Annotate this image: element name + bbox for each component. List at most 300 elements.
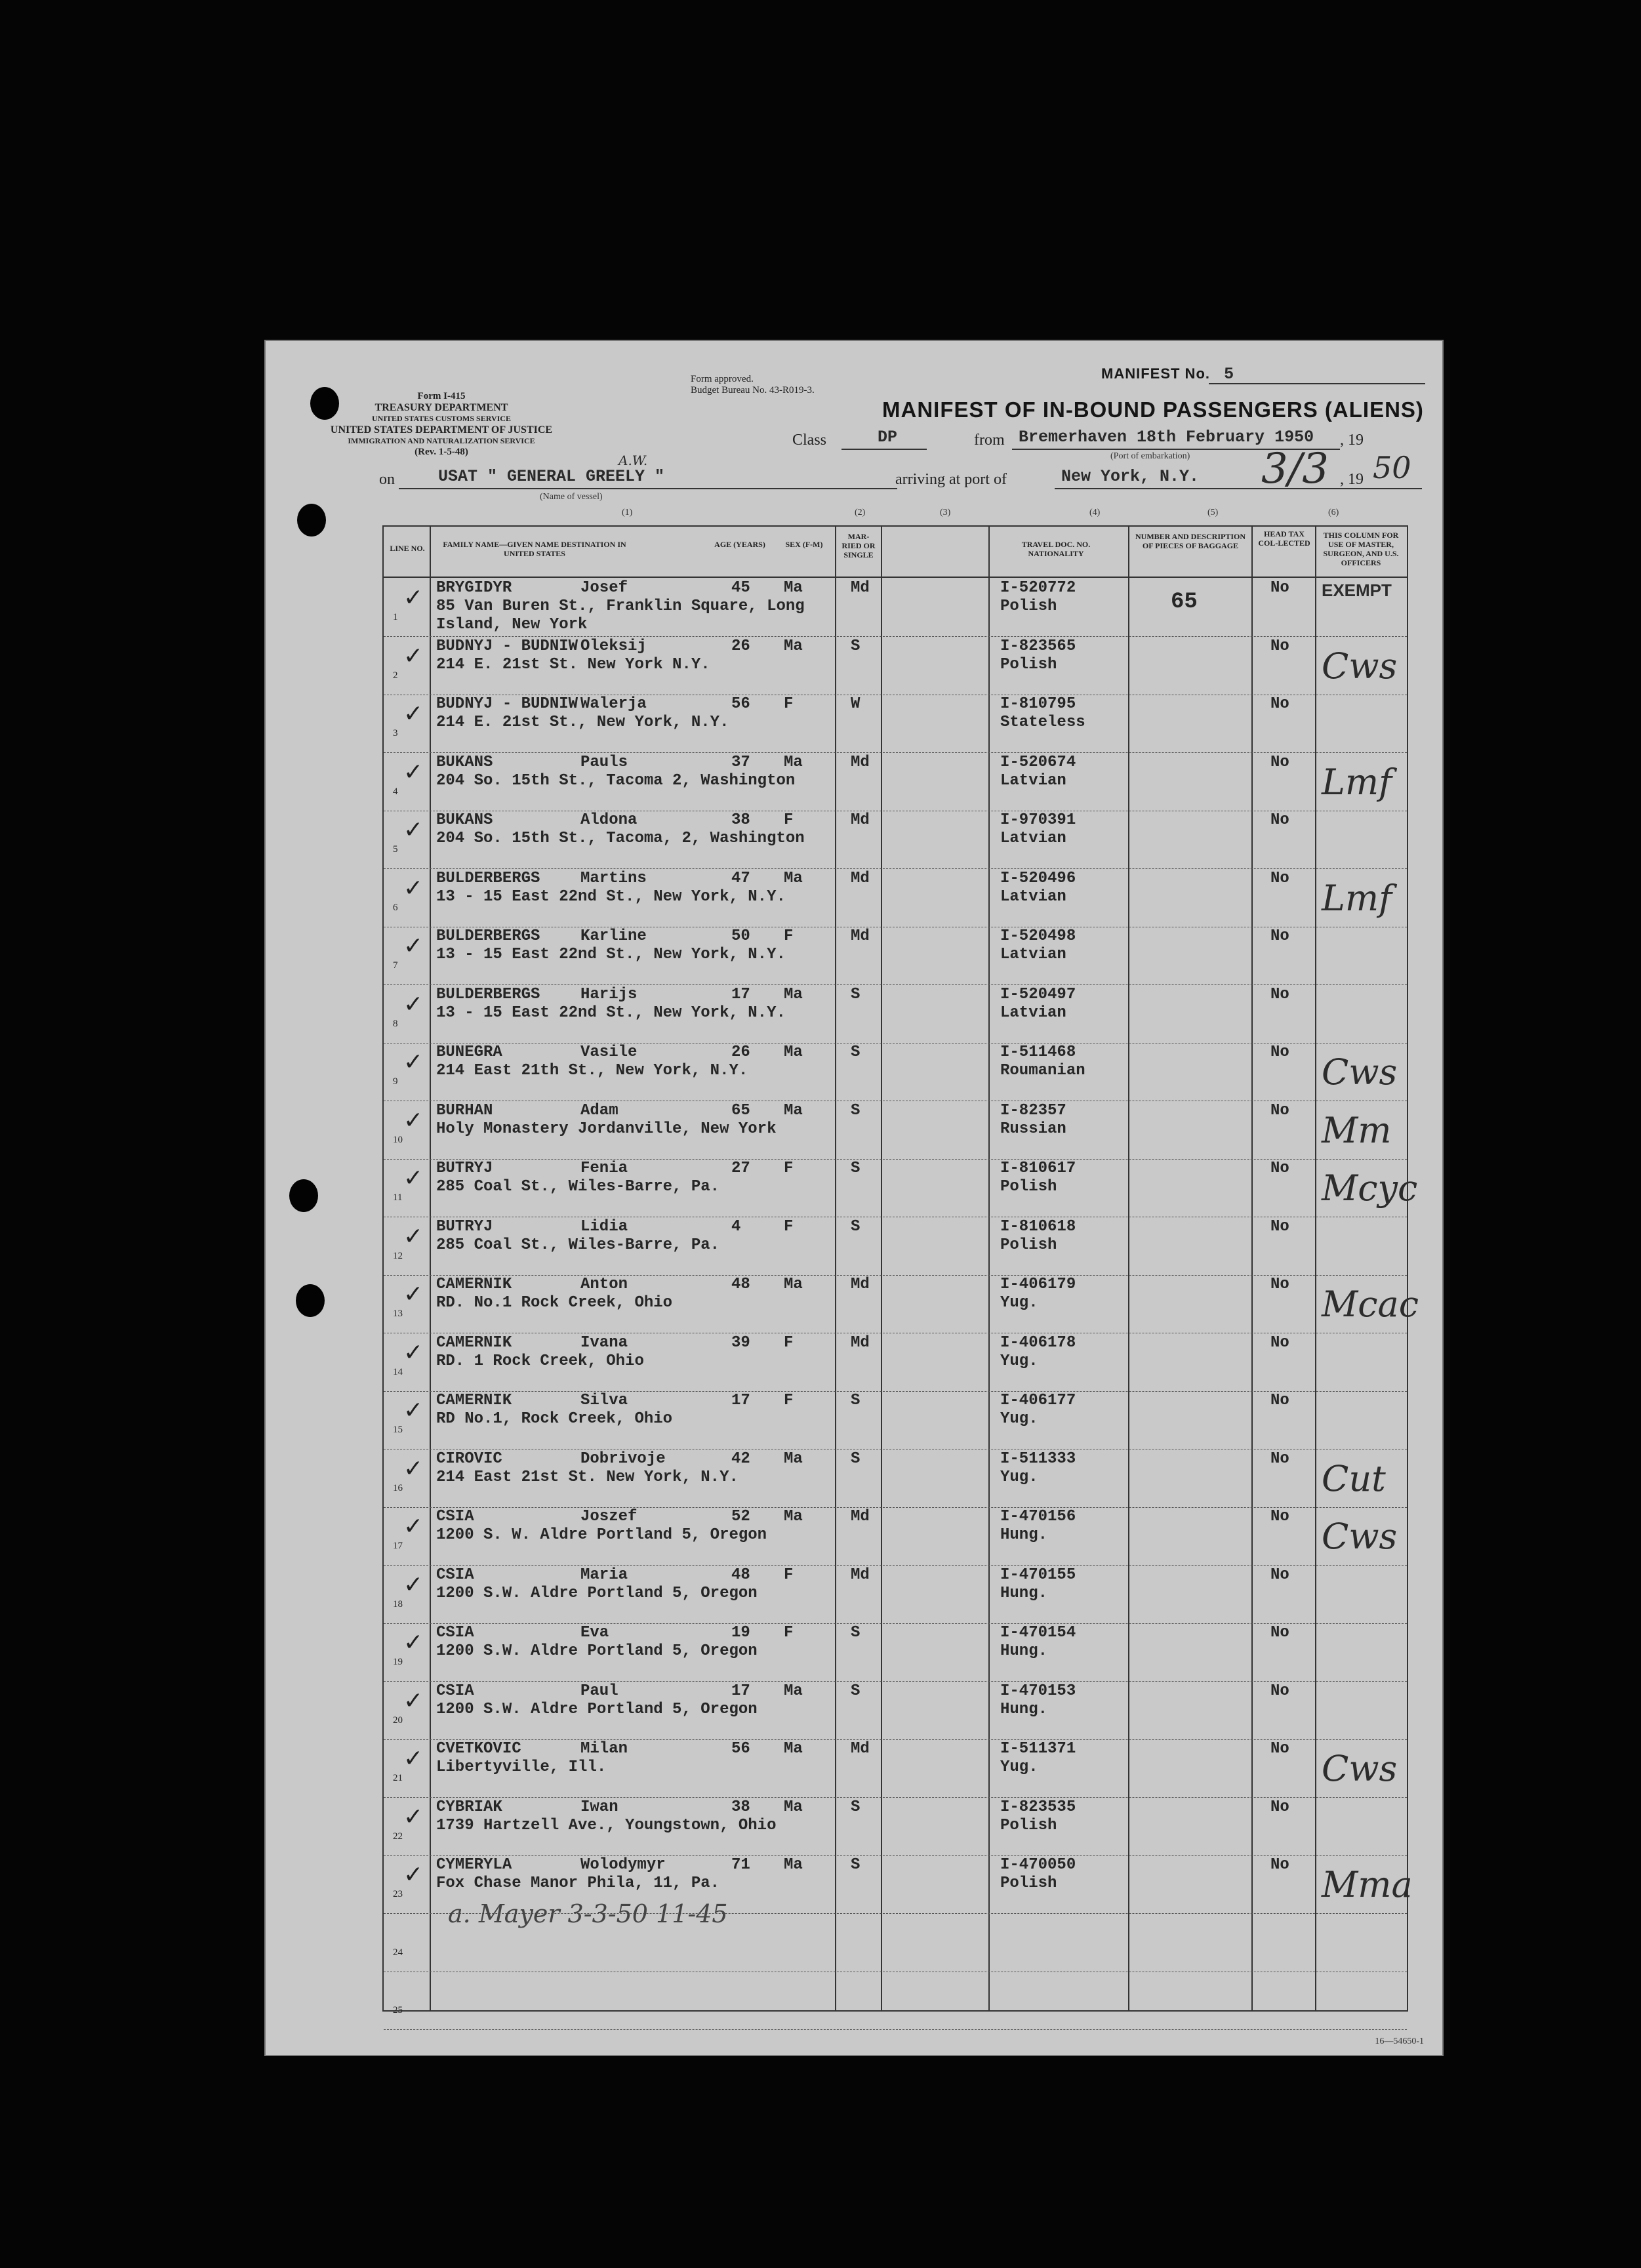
checkmark-icon: ✓ (403, 1455, 424, 1482)
line-number: 25 (393, 2005, 403, 2015)
port-caption: (Port of embarkation) (1110, 451, 1190, 461)
address-line-1: 204 So. 15th St., Tacoma 2, Washington (436, 771, 796, 790)
officer-annotation: Mcyc (1322, 1167, 1418, 1209)
nationality: Russian (1000, 1120, 1066, 1138)
family-name: BUNEGRA (436, 1043, 502, 1061)
checkmark-icon: ✓ (403, 1513, 424, 1540)
head-tax: No (1270, 1160, 1289, 1177)
age: 19 (731, 1624, 750, 1642)
revision-label: (Rev. 1-5-48) (415, 447, 468, 457)
line-number: 17 (393, 1541, 403, 1551)
marital-status: S (851, 1160, 861, 1177)
family-name: CAMERNIK (436, 1392, 512, 1409)
age: 42 (731, 1449, 750, 1468)
marital-status: W (851, 695, 861, 713)
address-line-1: 285 Coal St., Wiles-Barre, Pa. (436, 1236, 720, 1254)
age: 48 (731, 1276, 750, 1293)
line-number: 12 (393, 1250, 403, 1261)
family-name: BRYGIDYR (436, 579, 512, 597)
sex: Ma (784, 1508, 803, 1526)
travel-doc-no: I-406177 (1000, 1392, 1076, 1409)
nationality: Polish (1000, 597, 1057, 615)
checkmark-icon: ✓ (403, 1861, 424, 1888)
col-header-name: FAMILY NAME—GIVEN NAME DESTINATION IN UNITED STATES (443, 540, 626, 558)
arrival-date: 3/3 (1261, 445, 1329, 493)
arrival-year: 50 (1373, 450, 1411, 485)
form-number: Form I-415 (417, 391, 466, 401)
table-row (384, 1971, 1407, 2030)
travel-doc-no: I-406179 (1000, 1276, 1076, 1293)
sex: Ma (784, 985, 803, 1003)
table-row (384, 1101, 1407, 1160)
checkmark-icon: ✓ (403, 990, 424, 1018)
sex: Ma (784, 1856, 803, 1874)
table-row (384, 694, 1407, 753)
head-tax: No (1270, 1508, 1289, 1526)
given-name: Joszef (580, 1508, 638, 1526)
table-row (384, 1623, 1407, 1682)
officer-annotation: Cws (1322, 1051, 1398, 1093)
marital-status: S (851, 1798, 861, 1816)
family-name: BUDNYJ - BUDNIW (436, 695, 578, 713)
officer-annotation: Mm (1322, 1109, 1392, 1151)
family-name: CAMERNIK (436, 1333, 512, 1352)
col-num-6: (6) (1328, 508, 1339, 517)
family-name: CSIA (436, 1508, 474, 1526)
given-name: Anton (580, 1276, 628, 1293)
marital-status: S (851, 1101, 861, 1120)
travel-doc-no: I-470156 (1000, 1508, 1076, 1526)
arriving-label: arriving at port of (895, 471, 1007, 488)
family-name: CAMERNIK (436, 1276, 512, 1293)
given-name: Fenia (580, 1160, 628, 1177)
travel-doc-no: I-511333 (1000, 1449, 1076, 1468)
table-row (384, 1333, 1407, 1392)
checkmark-icon: ✓ (403, 874, 424, 902)
manifest-sheet (264, 340, 1444, 2056)
manifest-number-value: 5 (1224, 365, 1235, 384)
nationality: Latvian (1000, 887, 1066, 906)
on-label: on (379, 471, 395, 488)
travel-doc-no: I-520498 (1000, 927, 1076, 945)
age: 17 (731, 1392, 750, 1409)
given-name: Karline (580, 927, 647, 945)
family-name: CVETKOVIC (436, 1740, 521, 1758)
address-line-1: 85 Van Buren St., Franklin Square, Long (436, 597, 805, 615)
vessel-underline (399, 488, 897, 489)
checkmark-icon: ✓ (403, 1629, 424, 1656)
family-name: BUTRYJ (436, 1160, 493, 1177)
treasury-label: TREASURY DEPARTMENT (375, 402, 508, 413)
given-name: Dobrivoje (580, 1449, 666, 1468)
embarkation-value: Bremerhaven 18th February 1950 (1019, 428, 1314, 447)
age: 56 (731, 1740, 750, 1758)
nationality: Yug. (1000, 1468, 1038, 1486)
col-header-baggage: NUMBER AND DESCRIPTION OF PIECES OF BAGGAGE (1135, 532, 1246, 550)
officer-annotation: Cws (1322, 645, 1398, 687)
table-row (384, 1565, 1407, 1624)
travel-doc-no: I-520497 (1000, 985, 1076, 1003)
age: 56 (731, 695, 750, 713)
sex: F (784, 811, 794, 829)
table-row (384, 1797, 1407, 1856)
marital-status: Md (851, 753, 870, 771)
given-name: Oleksij (580, 637, 647, 655)
passenger-table (382, 525, 1419, 2015)
address-line-1: Libertyville, Ill. (436, 1758, 607, 1776)
nationality: Latvian (1000, 771, 1066, 790)
checkmark-icon: ✓ (403, 1223, 424, 1250)
address-line-1: 13 - 15 East 22nd St., New York, N.Y. (436, 946, 786, 963)
sex: Ma (784, 579, 803, 597)
age: 26 (731, 1043, 750, 1061)
given-name: Aldona (580, 811, 638, 829)
footer-code: 16—54650-1 (1375, 2036, 1424, 2046)
checkmark-icon: ✓ (403, 1281, 424, 1308)
given-name: Paul (580, 1682, 618, 1700)
table-row (384, 578, 1407, 637)
line-number: 23 (393, 1889, 403, 1899)
family-name: BULDERBERGS (436, 927, 540, 945)
page-title: MANIFEST OF IN-BOUND PASSENGERS (ALIENS) (882, 397, 1424, 422)
age: 47 (731, 869, 750, 887)
manifest-number-label: MANIFEST No. (1101, 365, 1210, 382)
sex: Ma (784, 753, 803, 771)
col-header-headtax: HEAD TAX COL-LECTED (1258, 529, 1310, 548)
travel-doc-no: I-470050 (1000, 1856, 1076, 1874)
line-number: 4 (393, 786, 398, 797)
travel-doc-no: I-970391 (1000, 811, 1076, 829)
age: 50 (731, 927, 750, 945)
officer-annotation: Cws (1322, 1516, 1398, 1557)
travel-doc-no: I-810617 (1000, 1160, 1076, 1177)
age: 71 (731, 1856, 750, 1874)
nationality: Polish (1000, 1874, 1057, 1892)
checkmark-icon: ✓ (403, 584, 424, 611)
marital-status: S (851, 637, 861, 655)
table-row (384, 1739, 1407, 1798)
table-row (384, 1158, 1418, 1217)
address-line-1: 285 Coal St., Wiles-Barre, Pa. (436, 1178, 720, 1196)
col-header-sex: SEX (F-M) (785, 540, 823, 549)
sex: F (784, 927, 794, 945)
class-value: DP (878, 428, 898, 447)
checkmark-icon: ✓ (403, 1687, 424, 1714)
marital-status: S (851, 1392, 861, 1409)
address-line-1: 13 - 15 East 22nd St., New York, N.Y. (436, 887, 786, 906)
arrival-year-prefix: , 19 (1340, 471, 1364, 488)
age: 45 (731, 579, 750, 597)
manifest-number-row (1101, 365, 1234, 384)
customs-label: UNITED STATES CUSTOMS SERVICE (372, 414, 511, 423)
sex: Ma (784, 1449, 803, 1468)
age: 48 (731, 1566, 750, 1584)
line-number: 15 (393, 1425, 403, 1435)
address-line-1: 1200 S. W. Aldre Portland 5, Oregon (436, 1526, 767, 1544)
nationality: Polish (1000, 1178, 1057, 1196)
arrival-underline (1055, 488, 1422, 489)
given-name: Maria (580, 1566, 628, 1584)
travel-doc-no: I-82357 (1000, 1101, 1066, 1120)
family-name: BURHAN (436, 1101, 493, 1120)
address-line-1: 1200 S.W. Aldre Portland 5, Oregon (436, 1700, 758, 1718)
approved-label: Form approved. (691, 374, 754, 384)
nationality: Hung. (1000, 1584, 1048, 1602)
line-number: 13 (393, 1308, 403, 1319)
address-line-1: 214 E. 21st St. New York N.Y. (436, 655, 710, 674)
age: 52 (731, 1508, 750, 1526)
travel-doc-no: I-823535 (1000, 1798, 1076, 1816)
nationality: Latvian (1000, 1003, 1066, 1022)
marital-status: Md (851, 1740, 870, 1758)
travel-doc-no: I-520772 (1000, 579, 1076, 597)
address-line-1: 13 - 15 East 22nd St., New York, N.Y. (436, 1003, 786, 1022)
given-name: Ivana (580, 1333, 628, 1352)
nationality: Yug. (1000, 1352, 1038, 1370)
address-line-1: 214 E. 21st St., New York, N.Y. (436, 714, 729, 731)
travel-doc-no: I-810618 (1000, 1217, 1076, 1236)
marital-status: S (851, 1856, 861, 1874)
checkmark-icon: ✓ (403, 1397, 424, 1424)
nationality: Polish (1000, 655, 1057, 674)
family-name: BUTRYJ (436, 1217, 493, 1236)
col-num-1: (1) (622, 508, 633, 517)
travel-doc-no: I-520496 (1000, 869, 1076, 887)
address-line-1: RD. No.1 Rock Creek, Ohio (436, 1294, 673, 1312)
sex: F (784, 1333, 794, 1352)
address-line-1: Holy Monastery Jordanville, New York (436, 1120, 777, 1138)
given-name: Vasile (580, 1043, 638, 1061)
age: 27 (731, 1160, 750, 1177)
from-label: from (974, 432, 1005, 449)
checkmark-icon: ✓ (403, 1571, 424, 1598)
head-tax: No (1270, 1276, 1289, 1293)
family-name: CYBRIAK (436, 1798, 502, 1816)
ins-label: IMMIGRATION AND NATURALIZATION SERVICE (348, 436, 535, 445)
checkmark-icon: ✓ (403, 1165, 424, 1192)
form-approval (691, 374, 874, 396)
head-tax: No (1270, 1566, 1289, 1584)
age: 17 (731, 985, 750, 1003)
family-name: BULDERBERGS (436, 869, 540, 887)
line-number: 24 (393, 1947, 403, 1958)
travel-doc-no: I-810795 (1000, 695, 1076, 713)
head-tax: No (1270, 695, 1289, 713)
sex: Ma (784, 1276, 803, 1293)
col-num-5: (5) (1207, 508, 1219, 517)
col-num-2: (2) (855, 508, 866, 517)
checkmark-icon: ✓ (403, 1339, 424, 1366)
given-name: Silva (580, 1392, 628, 1409)
age: 17 (731, 1682, 750, 1700)
table-row (384, 810, 1407, 869)
line-number: 10 (393, 1134, 403, 1145)
checkmark-icon: ✓ (403, 933, 424, 960)
given-name: Lidia (580, 1217, 628, 1236)
marital-status: S (851, 985, 861, 1003)
marital-status: S (851, 1624, 861, 1642)
given-name: Adam (580, 1101, 618, 1120)
address-line-1: 204 So. 15th St., Tacoma, 2, Washington (436, 830, 805, 847)
nationality: Yug. (1000, 1758, 1038, 1776)
officer-annotation: Lmf (1322, 761, 1392, 803)
table-row (384, 1274, 1419, 1333)
age: 38 (731, 811, 750, 829)
checkmark-icon: ✓ (403, 1106, 424, 1134)
punch-hole (289, 1179, 318, 1212)
marital-status: S (851, 1449, 861, 1468)
head-tax: No (1270, 1101, 1289, 1120)
nationality: Latvian (1000, 946, 1066, 963)
head-tax: No (1270, 1856, 1289, 1874)
table-row (384, 926, 1407, 985)
sex: F (784, 1392, 794, 1409)
given-name: Pauls (580, 753, 628, 771)
family-name: CSIA (436, 1624, 474, 1642)
travel-doc-no: I-511468 (1000, 1043, 1076, 1061)
marital-status: Md (851, 811, 870, 829)
marital-status: Md (851, 579, 870, 597)
nationality: Hung. (1000, 1642, 1048, 1660)
line-number: 9 (393, 1076, 398, 1087)
sex: Ma (784, 1740, 803, 1758)
line-number: 7 (393, 960, 398, 971)
budget-label: Budget Bureau No. 43-R019-3. (691, 385, 815, 395)
head-tax: No (1270, 1333, 1289, 1352)
class-underline (841, 449, 927, 450)
form-agency-header (330, 391, 553, 458)
officer-annotation: EXEMPT (1322, 580, 1392, 600)
family-name: CIROVIC (436, 1449, 502, 1468)
family-name: CYMERYLA (436, 1856, 512, 1874)
line-number: 16 (393, 1482, 403, 1493)
table-row (384, 984, 1407, 1043)
age: 37 (731, 753, 750, 771)
head-tax: No (1270, 1043, 1289, 1061)
line-number: 14 (393, 1366, 403, 1377)
sex: Ma (784, 1682, 803, 1700)
given-name: Walerja (580, 695, 647, 713)
sex: F (784, 1217, 794, 1236)
marital-status: Md (851, 927, 870, 945)
justice-label: UNITED STATES DEPARTMENT OF JUSTICE (330, 424, 553, 435)
sex: Ma (784, 1798, 803, 1816)
class-label: Class (792, 432, 827, 449)
checkmark-icon: ✓ (403, 642, 424, 670)
line-number: 1 (393, 612, 398, 622)
col-header-officers: THIS COLUMN FOR USE OF MASTER, SURGEON, AND U.S. OFFICERS (1323, 531, 1399, 567)
address-line-1: RD. 1 Rock Creek, Ohio (436, 1352, 644, 1370)
head-tax: No (1270, 1682, 1289, 1700)
year-prefix: , 19 (1340, 432, 1364, 449)
address-line-1: 1200 S.W. Aldre Portland 5, Oregon (436, 1584, 758, 1602)
given-name: Josef (580, 579, 628, 597)
arrival-port: New York, N.Y. (1061, 467, 1200, 486)
head-tax: No (1270, 579, 1289, 597)
travel-doc-no: I-511371 (1000, 1740, 1076, 1758)
sex: Ma (784, 637, 803, 655)
head-tax: No (1270, 1392, 1289, 1409)
checkmark-icon: ✓ (403, 1745, 424, 1772)
marital-status: Md (851, 869, 870, 887)
baggage: 65 (1171, 590, 1198, 615)
checkmark-icon: ✓ (403, 700, 424, 727)
table-row (384, 636, 1407, 695)
family-name: BULDERBERGS (436, 985, 540, 1003)
marital-status: Md (851, 1508, 870, 1526)
age: 26 (731, 637, 750, 655)
line-number: 11 (393, 1192, 403, 1203)
head-tax: No (1270, 927, 1289, 945)
travel-doc-no: I-520674 (1000, 753, 1076, 771)
table-row (384, 868, 1407, 927)
address-line-1: 214 East 21st St. New York, N.Y. (436, 1468, 739, 1486)
given-name: Martins (580, 869, 647, 887)
table-row (384, 752, 1407, 811)
col-header-age: AGE (YEARS) (714, 540, 765, 549)
age: 4 (731, 1217, 741, 1236)
table-row (384, 1042, 1407, 1101)
nationality: Polish (1000, 1236, 1057, 1254)
head-tax: No (1270, 1217, 1289, 1236)
nationality: Hung. (1000, 1700, 1048, 1718)
nationality: Yug. (1000, 1410, 1038, 1428)
line-number: 2 (393, 670, 398, 681)
given-name: Milan (580, 1740, 628, 1758)
travel-doc-no: I-470154 (1000, 1624, 1076, 1642)
line-number: 8 (393, 1018, 398, 1029)
table-row (384, 1449, 1407, 1508)
nationality: Stateless (1000, 714, 1085, 731)
punch-hole (296, 1284, 325, 1317)
vessel-annotation: A.W. (618, 453, 648, 468)
officer-annotation: Cws (1322, 1748, 1398, 1789)
vessel-name: USAT " GENERAL GREELY " (438, 467, 665, 486)
nationality: Polish (1000, 1816, 1057, 1834)
family-name: BUDNYJ - BUDNIW (436, 637, 578, 655)
checkmark-icon: ✓ (403, 1049, 424, 1076)
table-row (384, 1507, 1407, 1566)
age: 38 (731, 1798, 750, 1816)
checkmark-icon: ✓ (403, 758, 424, 786)
head-tax: No (1270, 637, 1289, 655)
head-tax: No (1270, 869, 1289, 887)
nationality: Roumanian (1000, 1062, 1085, 1080)
family-name: CSIA (436, 1566, 474, 1584)
checkmark-icon: ✓ (403, 817, 424, 843)
sex: F (784, 695, 794, 713)
line-number: 5 (393, 844, 398, 855)
marital-status: Md (851, 1333, 870, 1352)
line-number: 22 (393, 1831, 403, 1842)
given-name: Wolodymyr (580, 1856, 666, 1874)
sex: F (784, 1624, 794, 1642)
table-row (384, 1681, 1407, 1740)
marital-status: S (851, 1217, 861, 1236)
head-tax: No (1270, 1798, 1289, 1816)
handwritten-note: a. Mayer 3-3-50 11-45 (448, 1899, 728, 1928)
head-tax: No (1270, 1449, 1289, 1468)
officer-annotation: Lmf (1322, 877, 1392, 919)
col-header-married: MAR-RIED OR SINGLE (841, 532, 876, 559)
sex: Ma (784, 1043, 803, 1061)
line-number: 19 (393, 1657, 403, 1667)
line-number: 18 (393, 1598, 403, 1610)
vessel-caption: (Name of vessel) (540, 492, 603, 502)
given-name: Harijs (580, 985, 638, 1003)
nationality: Yug. (1000, 1294, 1038, 1312)
address-line-1: 1739 Hartzell Ave., Youngstown, Ohio (436, 1816, 777, 1834)
